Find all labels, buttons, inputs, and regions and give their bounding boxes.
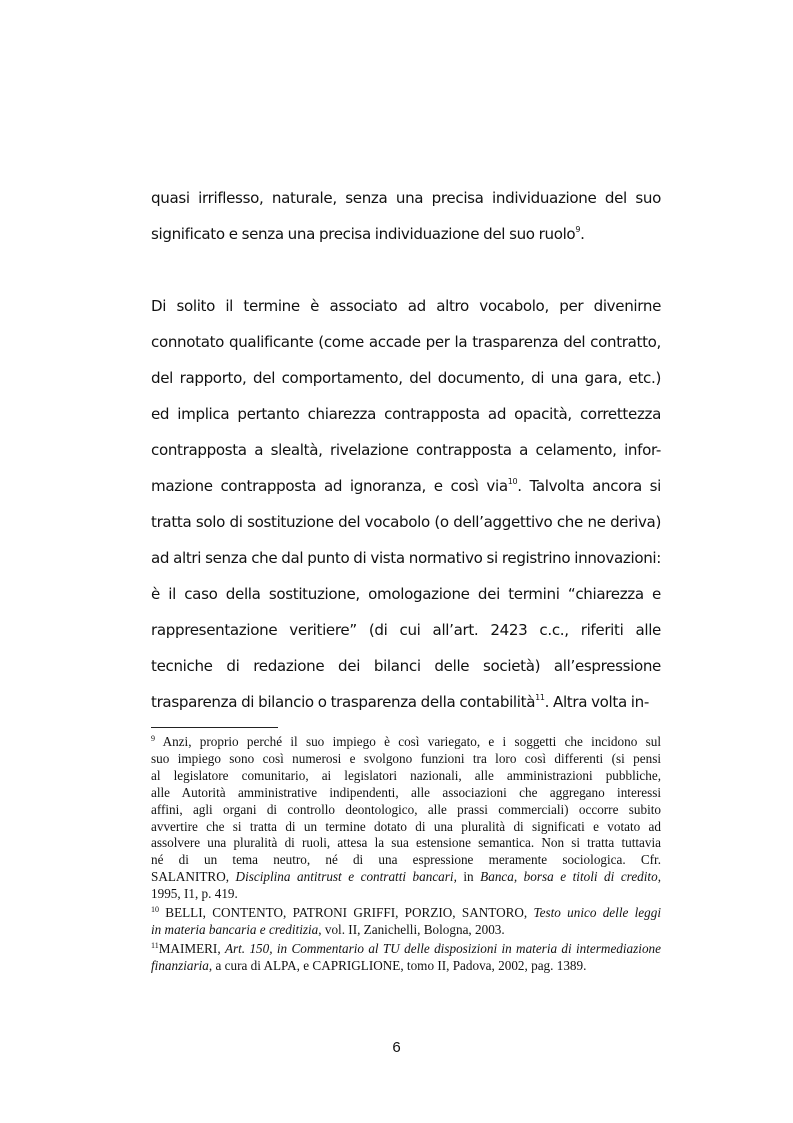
text-run: tratta solo di sostituzione del vocabolo (o dell’aggettivo che ne deriva) [151, 513, 661, 531]
italic-title: Testo unico delle leggi [533, 905, 661, 921]
footnote-line [151, 785, 661, 802]
text-line [151, 540, 661, 576]
text-run: . Talvolta ancora si [517, 477, 661, 495]
text-run: tecniche di redazione dei bilanci delle società) all’espressione [151, 657, 661, 675]
body-paragraph [151, 180, 661, 252]
text-run: . [580, 225, 585, 243]
italic-title: finanziaria [151, 957, 209, 973]
footnote-marker: 11 [535, 693, 545, 702]
footnote [151, 734, 661, 903]
text-line [151, 396, 661, 432]
text-run: suo impiego sono così numerosi e svolgono funzioni tra loro così differenti (si pensi [151, 750, 661, 766]
text-run: alle Autorità amministrative indipendenti, alle associazioni che aggregano interessi [151, 784, 661, 800]
text-run: , vol. II, Zanichelli, Bologna, 2003. [318, 921, 505, 937]
text-line [151, 432, 661, 468]
text-run: Di solito il termine è associato ad altro vocabolo, per divenirne [151, 297, 661, 315]
footnote-line [151, 905, 661, 922]
text-run: connotato qualificante (come accade per la trasparenza del contratto, [151, 333, 661, 351]
italic-title: Disciplina antitrust e contratti bancari, [235, 869, 457, 885]
text-run: ed implica pertanto chiarezza contrapposta ad opacità, correttezza [151, 405, 661, 423]
text-run: trasparenza di bilancio o trasparenza della contabilità [151, 693, 536, 711]
footnote-line [151, 941, 661, 958]
italic-title: Banca, borsa e titoli di credito [480, 869, 658, 885]
footnote-line [151, 869, 661, 886]
footnote-line [151, 886, 661, 903]
footnote-line [151, 958, 661, 975]
text-run: né di un tema neutro, né di una espressione meramente sociologica. Cfr. [151, 852, 661, 868]
footnote-marker: 10 [151, 905, 159, 915]
text-run: in [456, 869, 481, 885]
text-run: 1995, I1, p. 419. [151, 886, 238, 902]
text-run: mazione contrapposta ad ignoranza, e così via [151, 477, 508, 495]
text-line [151, 684, 661, 720]
footnote-marker: 11 [151, 940, 159, 950]
footnote-marker: 10 [507, 477, 518, 486]
text-run: è il caso della sostituzione, omologazione dei termini “chiarezza e [151, 585, 661, 603]
footnote-separator [151, 727, 278, 728]
text-run: assolvere una pluralità di ruoli, attesa la sua estensione semantica. Non si tratta tuttavia [151, 835, 661, 851]
text-run: , [657, 869, 661, 885]
body-paragraph [151, 288, 661, 720]
text-run: avvertire che si tratta di un termine dotato di una pluralità di significati e votato ad [151, 818, 661, 834]
footnote-line [151, 835, 661, 852]
text-run: del rapporto, del comportamento, del documento, di una gara, etc.) [151, 369, 661, 387]
footnote-line [151, 922, 661, 939]
italic-title: in materia bancaria e creditizia [151, 921, 319, 937]
text-run: al legislatore comunitario, ai legislatori nazionali, alle amministrazioni pubbliche, [151, 767, 661, 783]
italic-title: Art. 150, in Commentario al TU delle disposizioni in materia di intermediazione [224, 940, 661, 956]
text-line [151, 360, 661, 396]
footnote-line [151, 768, 661, 785]
footnotes [151, 734, 661, 975]
text-run: contrapposta a slealtà, rivelazione contrapposta a celamento, infor- [151, 441, 661, 459]
footnote-marker: 9 [575, 225, 581, 234]
text-run: ad altri senza che dal punto di vista normativo si registrino innovazioni: [151, 549, 661, 567]
text-run: quasi irriflesso, naturale, senza una precisa individuazione del suo [151, 189, 661, 207]
text-run: affini, agli organi di controllo deontologico, alle prassi commerciali) occorre subito [151, 801, 661, 817]
text-run: BELLI, CONTENTO, PATRONI GRIFFI, PORZIO, SANTORO, [159, 905, 534, 921]
text-run: SALANITRO, [151, 869, 236, 885]
footnote-line [151, 819, 661, 836]
text-line [151, 324, 661, 360]
page-number: 6 [392, 1039, 401, 1056]
text-line [151, 468, 661, 504]
text-run: Anzi, proprio perché il suo impiego è così variegato, e i soggetti che incidono sul [155, 734, 661, 749]
text-line [151, 576, 661, 612]
text-line [151, 612, 661, 648]
text-run: MAIMERI, [158, 940, 225, 956]
text-run: rappresentazione veritiere” (di cui all’art. 2423 c.c., riferiti alle [151, 621, 661, 639]
footnote-line [151, 751, 661, 768]
text-run: significato e senza una precisa individuazione del suo ruolo [151, 225, 576, 243]
text-line [151, 288, 661, 324]
text-line [151, 180, 661, 216]
text-run: , a cura di ALPA, e CAPRIGLIONE, tomo II, Padova, 2002, pag. 1389. [208, 957, 587, 973]
text-line [151, 216, 661, 252]
footnote [151, 905, 661, 939]
footnote-line [151, 802, 661, 819]
footnote-marker: 9 [151, 734, 155, 743]
text-run: . Altra volta in- [544, 693, 649, 711]
footnote [151, 941, 661, 975]
text-line [151, 648, 661, 684]
text-line [151, 504, 661, 540]
footnote-line [151, 852, 661, 869]
footnote-line [151, 734, 661, 751]
